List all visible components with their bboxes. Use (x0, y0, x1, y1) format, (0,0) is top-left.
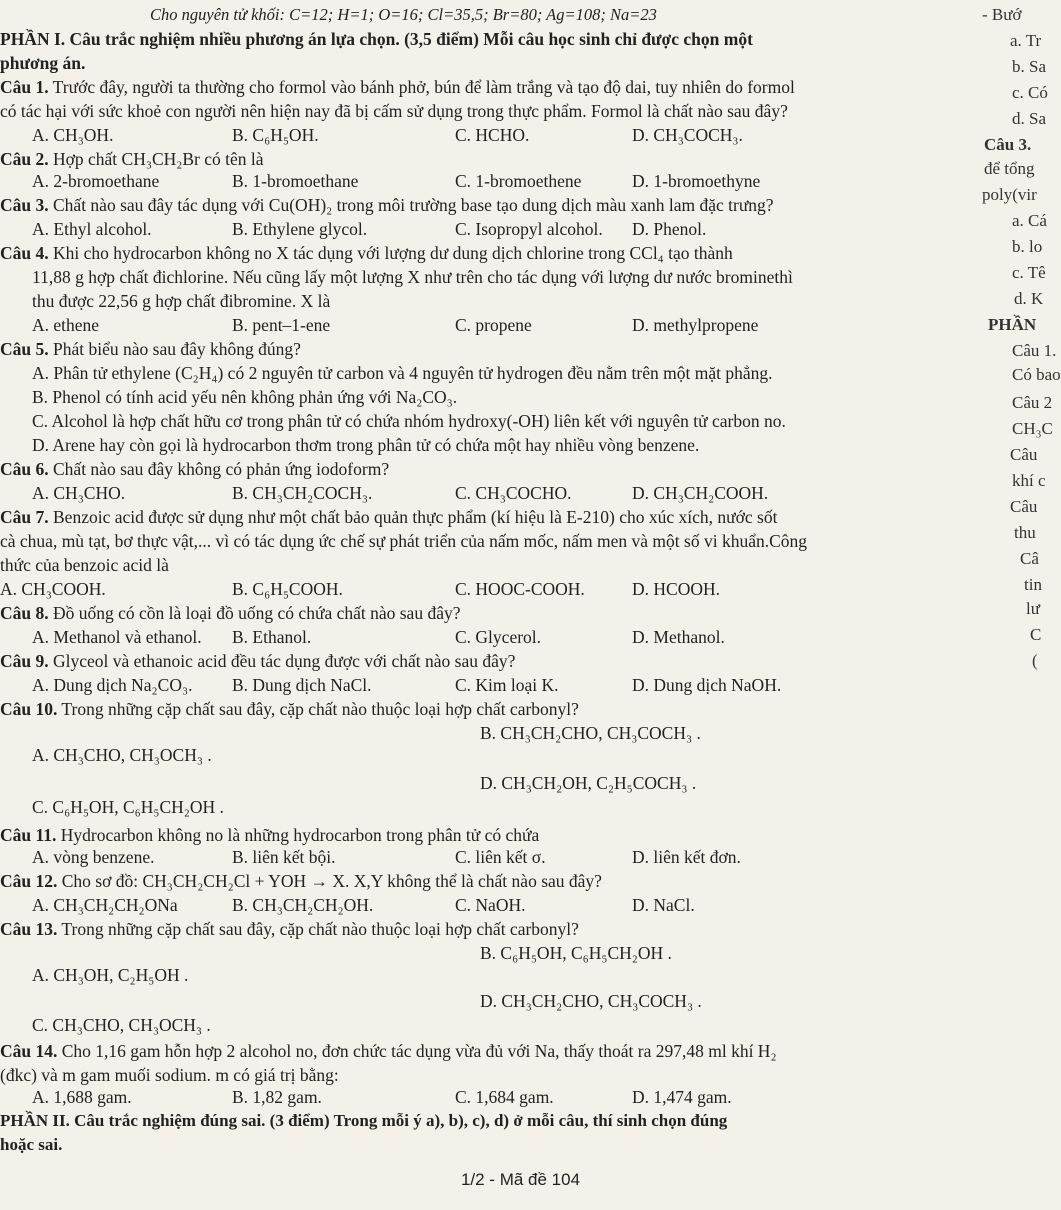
side-line: - Bướ (982, 5, 1022, 24)
question-5: Câu 5. Phát biểu nào sau đây không đúng? (0, 339, 301, 359)
q5-option-a[interactable]: A. Phân tử ethylene (C₂H₄) có 2 nguyên tử carbon và 4 nguyên tử hydrogen đều nằm trên một mặt phẳng. (32, 363, 773, 383)
q5-option-c[interactable]: C. Alcohol là hợp chất hữu cơ trong phân tử có chứa nhóm hydroxy(-OH) liên kết với nguyên tử carbon no. (32, 411, 786, 431)
q5-option-d[interactable]: D. Arene hay còn gọi là hydrocarbon thơm trong phân tử có chứa một hay nhiều vòng benzene. (32, 435, 700, 455)
q3-option-a[interactable]: A. Ethyl alcohol. (32, 219, 152, 239)
side-line: Có bao (1012, 365, 1061, 384)
question-number: Câu 8. (0, 603, 49, 623)
q12-option-c[interactable]: C. NaOH. (455, 895, 526, 915)
q7-option-b[interactable]: B. C₆H₅COOH. (232, 579, 343, 599)
q1-option-d[interactable]: D. CH₃COCH₃. (632, 125, 743, 145)
q8-option-c[interactable]: C. Glycerol. (455, 627, 542, 647)
q11-option-c[interactable]: C. liên kết σ. (455, 847, 546, 867)
question-4-cont2: thu được 22,56 g hợp chất đibromine. X là (32, 291, 331, 311)
question-4-cont1: 11,88 g hợp chất đichlorine. Nếu cũng lấy một lượng X như trên cho tác dụng với lượng dư nước brominethì (32, 267, 793, 287)
side-line: để tổng (984, 159, 1035, 178)
q9-option-b[interactable]: B. Dung dịch NaCl. (232, 675, 372, 695)
q6-option-c[interactable]: C. CH₃COCHO. (455, 483, 572, 503)
side-line: b. lo (1012, 237, 1043, 256)
side-line: d. Sa (1012, 109, 1046, 128)
side-line: C (1030, 625, 1042, 644)
q6-option-a[interactable]: A. CH₃CHO. (32, 483, 126, 503)
question-1-cont: có tác hại với sức khoẻ con người nên hiện nay đã bị cấm sử dụng trong thực phẩm. Formol là chất nào sau đây? (0, 101, 788, 121)
q9-option-c[interactable]: C. Kim loại K. (455, 675, 559, 695)
q14-option-c[interactable]: C. 1,684 gam. (455, 1087, 554, 1107)
q11-option-b[interactable]: B. liên kết bội. (232, 847, 336, 867)
side-line: CH₃C (1012, 419, 1053, 438)
q14-option-b[interactable]: B. 1,82 gam. (232, 1087, 322, 1107)
side-line: d. K (1014, 289, 1044, 308)
atomic-mass-header: Cho nguyên tử khối: C=12; H=1; O=16; Cl=35,5; Br=80; Ag=108; Na=23 (150, 5, 657, 24)
q12-option-b[interactable]: B. CH₃CH₂CH₂OH. (232, 895, 374, 915)
question-4: Câu 4. Khi cho hydrocarbon không no X tác dụng với lượng dư dung dịch chlorine trong CCl₄ tạo thành (0, 243, 733, 263)
page-footer: 1/2 - Mã đề 104 (460, 1170, 581, 1189)
q4-option-c[interactable]: C. propene (455, 315, 532, 335)
side-line: b. Sa (1012, 57, 1046, 76)
side-line: thu (1014, 523, 1036, 542)
q10-option-b[interactable]: B. CH₃CH₂CHO, CH₃COCH₃ . (480, 723, 701, 743)
question-2: Câu 2. Hợp chất CH₃CH₂Br có tên là (0, 149, 264, 169)
question-7: Câu 7. Benzoic acid được sử dụng như một chất bảo quản thực phẩm (kí hiệu là E-210) cho xúc xích, nước sốt (0, 507, 778, 527)
q2-option-d[interactable]: D. 1-bromoethyne (632, 171, 761, 191)
q1-option-c[interactable]: C. HCHO. (455, 125, 530, 145)
q8-option-d[interactable]: D. Methanol. (632, 627, 725, 647)
q13-option-a[interactable]: A. CH₃OH, C₂H₅OH . (32, 965, 189, 985)
side-line: Câu (1010, 497, 1038, 516)
side-line: c. Có (1012, 83, 1048, 102)
question-number: Câu 9. (0, 651, 49, 671)
q4-option-d[interactable]: D. methylpropene (632, 315, 759, 335)
question-number: Câu 13. (0, 919, 58, 939)
q10-option-d[interactable]: D. CH₃CH₂OH, C₂H₅COCH₃ . (480, 773, 697, 793)
side-line: lư (1026, 599, 1040, 618)
part2-title: PHẦN II. Câu trắc nghiệm đúng sai. (3 điểm) Trong mỗi ý a), b), c), d) ở mỗi câu, thí sinh chọn đúng (0, 1111, 728, 1130)
q1-option-a[interactable]: A. CH₃OH. (32, 125, 114, 145)
q2-option-b[interactable]: B. 1-bromoethane (232, 171, 359, 191)
side-line: c. Tê (1012, 263, 1046, 282)
part1-title-cont: phương án. (0, 53, 86, 73)
question-14-cont: (đkc) và m gam muối sodium. m có giá trị bằng: (0, 1065, 339, 1085)
q13-option-b[interactable]: B. C₆H₅OH, C₆H₅CH₂OH . (480, 943, 672, 963)
question-number: Câu 11. (0, 825, 57, 845)
q7-option-c[interactable]: C. HOOC-COOH. (455, 579, 585, 599)
q12-option-d[interactable]: D. NaCl. (632, 895, 695, 915)
question-number: Câu 14. (0, 1041, 58, 1061)
q6-option-d[interactable]: D. CH₃CH₂COOH. (632, 483, 769, 503)
q14-option-d[interactable]: D. 1,474 gam. (632, 1087, 732, 1107)
question-12: Câu 12. Cho sơ đồ: CH₃CH₂CH₂Cl + YOH → X. X,Y không thể là chất nào sau đây? (0, 871, 602, 891)
q7-option-a[interactable]: A. CH₃COOH. (0, 579, 106, 599)
q2-option-c[interactable]: C. 1-bromoethene (455, 171, 582, 191)
q9-option-a[interactable]: A. Dung dịch Na₂CO₃. (32, 675, 193, 695)
side-line: Câu 2 (1012, 393, 1053, 412)
question-14: Câu 14. Cho 1,16 gam hỗn hợp 2 alcohol no, đơn chức tác dụng vừa đủ với Na, thấy thoát ra 297,48 ml khí H₂ (0, 1041, 777, 1061)
q7-option-d[interactable]: D. HCOOH. (632, 579, 720, 599)
question-number: Câu 3. (0, 195, 49, 215)
question-number: Câu 6. (0, 459, 49, 479)
q11-option-d[interactable]: D. liên kết đơn. (632, 847, 741, 867)
question-number: Câu 1. (0, 77, 49, 97)
question-number: Câu 7. (0, 507, 49, 527)
question-number: Câu 2. (0, 149, 49, 169)
question-11: Câu 11. Hydrocarbon không no là những hydrocarbon trong phân tử có chứa (0, 825, 540, 845)
q6-option-b[interactable]: B. CH₃CH₂COCH₃. (232, 483, 373, 503)
q5-option-b[interactable]: B. Phenol có tính acid yếu nên không phản ứng với Na₂CO₃. (32, 387, 458, 407)
part1-title: PHẦN I. Câu trắc nghiệm nhiều phương án lựa chọn. (3,5 điểm) Mỗi câu học sinh chỉ được chọn một (0, 29, 753, 49)
q2-option-a[interactable]: A. 2-bromoethane (32, 171, 160, 191)
side-line: a. Cá (1012, 211, 1047, 230)
q10-option-c[interactable]: C. C₆H₅OH, C₆H₅CH₂OH . (32, 797, 224, 817)
question-number: Câu 10. (0, 699, 58, 719)
side-line: tin (1024, 575, 1042, 594)
side-line: Câu 3. (984, 135, 1032, 154)
q13-option-c[interactable]: C. CH₃CHO, CH₃OCH₃ . (32, 1015, 211, 1035)
question-6: Câu 6. Chất nào sau đây không có phản ứng iodoform? (0, 459, 390, 479)
side-line: Câ (1020, 549, 1039, 568)
side-line: ( (1032, 651, 1038, 670)
q8-option-a[interactable]: A. Methanol và ethanol. (32, 627, 202, 647)
part2-title-cont: hoặc sai. (0, 1135, 63, 1154)
q9-option-d[interactable]: D. Dung dịch NaOH. (632, 675, 782, 695)
side-line: Câu 1. (1012, 341, 1057, 360)
q8-option-b[interactable]: B. Ethanol. (232, 627, 312, 647)
question-number: Câu 5. (0, 339, 49, 359)
question-7-cont2: thức của benzoic acid là (0, 555, 169, 575)
side-line: poly(vir (982, 185, 1037, 204)
side-line: a. Tr (1010, 31, 1042, 50)
q14-option-a[interactable]: A. 1,688 gam. (32, 1087, 132, 1107)
question-3: Câu 3. Chất nào sau đây tác dụng với Cu(OH)₂ trong môi trường base tạo dung dịch màu xanh lam đặc trưng? (0, 195, 774, 215)
question-9: Câu 9. Glyceol và ethanoic acid đều tác dụng được với chất nào sau đây? (0, 651, 516, 671)
q3-option-c[interactable]: C. Isopropyl alcohol. (455, 219, 603, 239)
question-1: Câu 1. Trước đây, người ta thường cho formol vào bánh phở, bún để làm trắng và tạo độ dai, tuy nhiên do formol (0, 77, 795, 97)
q4-option-b[interactable]: B. pent–1-ene (232, 315, 331, 335)
q13-option-d[interactable]: D. CH₃CH₂CHO, CH₃COCH₃ . (480, 991, 702, 1011)
q1-option-b[interactable]: B. C₆H₅OH. (232, 125, 319, 145)
q10-option-a[interactable]: A. CH₃CHO, CH₃OCH₃ . (32, 745, 212, 765)
q11-option-a[interactable]: A. vòng benzene. (32, 847, 155, 867)
side-line: khí c (1012, 471, 1046, 490)
question-10: Câu 10. Trong những cặp chất sau đây, cặp chất nào thuộc loại hợp chất carbonyl? (0, 699, 579, 719)
question-number: Câu 12. (0, 871, 58, 891)
side-line: PHẦN (988, 315, 1037, 334)
question-8: Câu 8. Đồ uống có cồn là loại đồ uống có chứa chất nào sau đây? (0, 603, 461, 623)
q3-option-b[interactable]: B. Ethylene glycol. (232, 219, 368, 239)
question-number: Câu 4. (0, 243, 49, 263)
q12-option-a[interactable]: A. CH₃CH₂CH₂ONa (32, 895, 178, 915)
side-line: Câu (1010, 445, 1038, 464)
question-13: Câu 13. Trong những cặp chất sau đây, cặp chất nào thuộc loại hợp chất carbonyl? (0, 919, 579, 939)
q3-option-d[interactable]: D. Phenol. (632, 219, 707, 239)
q4-option-a[interactable]: A. ethene (32, 315, 100, 335)
question-7-cont1: cà chua, mù tạt, bơ thực vật,... vì có tác dụng ức chế sự phát triển của nấm mốc, nấm men và một số vi khuẩn.Công (0, 531, 808, 551)
